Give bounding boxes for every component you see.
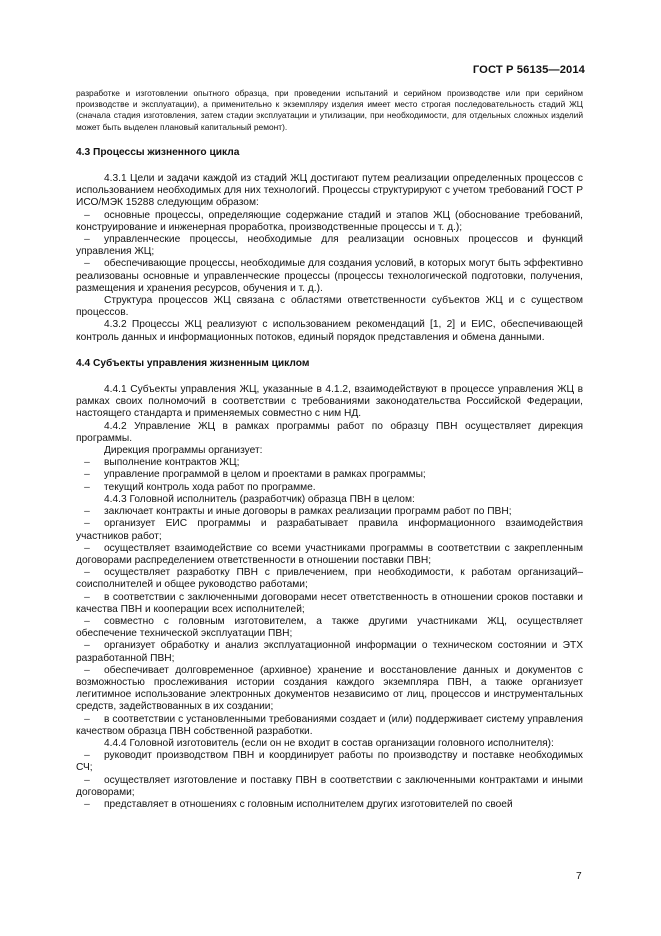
list-item: – организует обработку и анализ эксплуатационной информации о техническом состоянии и ЭТХ разработанной ПВН; (76, 640, 583, 664)
list-item: – управление программой в целом и проектами в рамках программы; (76, 469, 583, 481)
list-item: – совместно с головным изготовителем, а также другими участниками ЖЦ, осуществляет обеспечение технической эксплуатации ПВН; (76, 615, 583, 640)
dash-bullet: – (84, 664, 90, 676)
paragraph-4-4-3: 4.4.3 Головной исполнитель (разработчик) образца ПВН в целом: (104, 493, 415, 505)
paragraph-structure: Структура процессов ЖЦ связана с областями ответственности субъектов ЖЦ и с существом процессов. (76, 295, 583, 319)
list-item: – в соответствии с заключенными договорами несет ответственность в отношении сроков поставки и качества ПВН и кооперации всех исполнителей; (76, 591, 583, 615)
list-item: – организует ЕИС программы и разрабатывает правила информационного взаимодействия участников работ; (76, 518, 583, 542)
dash-bullet: – (84, 798, 90, 810)
dash-bullet: – (84, 640, 90, 652)
dash-bullet: – (84, 469, 90, 481)
list-item: – выполнение контрактов ЖЦ; (76, 457, 583, 469)
list-item: – в соответствии с установленными требованиями создает и (или) поддерживает систему управления качеством образца ПВН собственной разработки. (76, 713, 583, 737)
dash-bullet: – (84, 774, 90, 786)
list-4-3-1 (76, 210, 583, 295)
list-item: – осуществляет взаимодействие со всеми участниками программы в соответствии с закрепленным договорами распределением ответственности в отношении поставки ПВН; (76, 542, 583, 566)
document-body (76, 88, 583, 811)
page-number: 7 (576, 871, 582, 882)
dash-bullet: – (84, 567, 90, 579)
paragraph-4-4-2: 4.4.2 Управление ЖЦ в рамках программы работ по образцу ПВН осуществляет дирекция программы. (76, 420, 583, 444)
dash-bullet: – (84, 481, 90, 493)
dash-bullet: – (84, 518, 90, 530)
dash-bullet: – (84, 457, 90, 469)
list-4-4-3 (76, 506, 583, 738)
list-item: – осуществляет разработку ПВН с привлечением, при необходимости, к работам организаций–соисполнителей и общее руководство работами; (76, 567, 583, 591)
paragraph-4-4-4: 4.4.4 Головной изготовитель (если он не входит в состав организации головного исполнителя): (104, 737, 554, 749)
list-item: – обеспечивает долговременное (архивное) хранение и восстановление данных и документов с возможностью прослеживания истории создания каждого экземпляра ПВН, а также организует легитимное использование электронных документов независимо от лиц, процессов и инструментальных средств, задействованных в их создании; (76, 664, 583, 713)
standard-header: ГОСТ Р 56135—2014 (472, 64, 585, 76)
dash-bullet: – (84, 542, 90, 554)
dash-bullet: – (84, 234, 90, 246)
list-item: – управленческие процессы, необходимые для реализации основных процессов и функций управления ЖЦ; (76, 234, 583, 258)
list-directorate (76, 457, 583, 494)
dash-bullet: – (84, 506, 90, 518)
paragraph-4-3-2: 4.3.2 Процессы ЖЦ реализуют с использованием рекомендаций [1, 2] и ЕИС, обеспечивающей контроль данных и информационных потоков, единый порядок представления и обмена данными. (76, 319, 583, 343)
list-item: – заключает контракты и иные договоры в рамках реализации программ работ по ПВН; (76, 506, 583, 518)
paragraph-directorate: Дирекция программы организует: (104, 445, 263, 457)
dash-bullet: – (84, 615, 90, 627)
list-item: – руководит производством ПВН и координирует работы по производству и поставке необходимых СЧ; (76, 750, 583, 774)
dash-bullet: – (84, 591, 90, 603)
list-item: – основные процессы, определяющие содержание стадий и этапов ЖЦ (обоснование требований, конструирование и инженерная проработка, производственные процессы и т. д.); (76, 209, 583, 233)
section-4-3-title: 4.3 Процессы жизненного цикла (76, 146, 240, 158)
paragraph-4-4-1: 4.4.1 Субъекты управления ЖЦ, указанные в 4.1.2, взаимодействуют в процессе управления ЖЦ в рамках своих полномочий в соответствии с требованиями законодательства Российской Федерации, настоящего стандарта и применяемых совместно с ним НД. (76, 384, 583, 420)
dash-bullet: – (84, 713, 90, 725)
intro-paragraph: разработке и изготовлении опытного образца, при проведении испытаний и серийном производстве или при серийном производстве и эксплуатации), а применительно к экземпляру изделия имеет место строгая последовательность стадий ЖЦ (сначала стадия изготовления, затем стадии эксплуатации и утилизации, при необходимости, для отдельных сложных изделий может быть выделен плановый капитальный ремонт). (76, 88, 583, 132)
list-item: – текущий контроль хода работ по программе. (76, 482, 583, 494)
section-4-4-title: 4.4 Субъекты управления жизненным циклом (76, 357, 310, 369)
list-item: – представляет в отношениях с головным исполнителем других изготовителей по своей (76, 799, 583, 811)
dash-bullet: – (84, 258, 90, 270)
dash-bullet: – (84, 209, 90, 221)
paragraph-4-3-1: 4.3.1 Цели и задачи каждой из стадий ЖЦ достигают путем реализации определенных процессов с использованием необходимых для них технологий. Процессы структурируют с учетом требований ГОСТ Р ИСО/МЭК 15288 следующим образом: (76, 173, 583, 209)
list-4-4-4 (76, 750, 583, 811)
dash-bullet: – (84, 750, 90, 762)
list-item: – осуществляет изготовление и поставку ПВН в соответствии с заключенными контрактами и иными договорами; (76, 774, 583, 798)
list-item: – обеспечивающие процессы, необходимые для создания условий, в которых могут быть эффективно реализованы основные и управленческие процессы (процессы технологической подготовки, получения, размещения и хранения ресурсов, обучения и т. д.). (76, 258, 583, 294)
